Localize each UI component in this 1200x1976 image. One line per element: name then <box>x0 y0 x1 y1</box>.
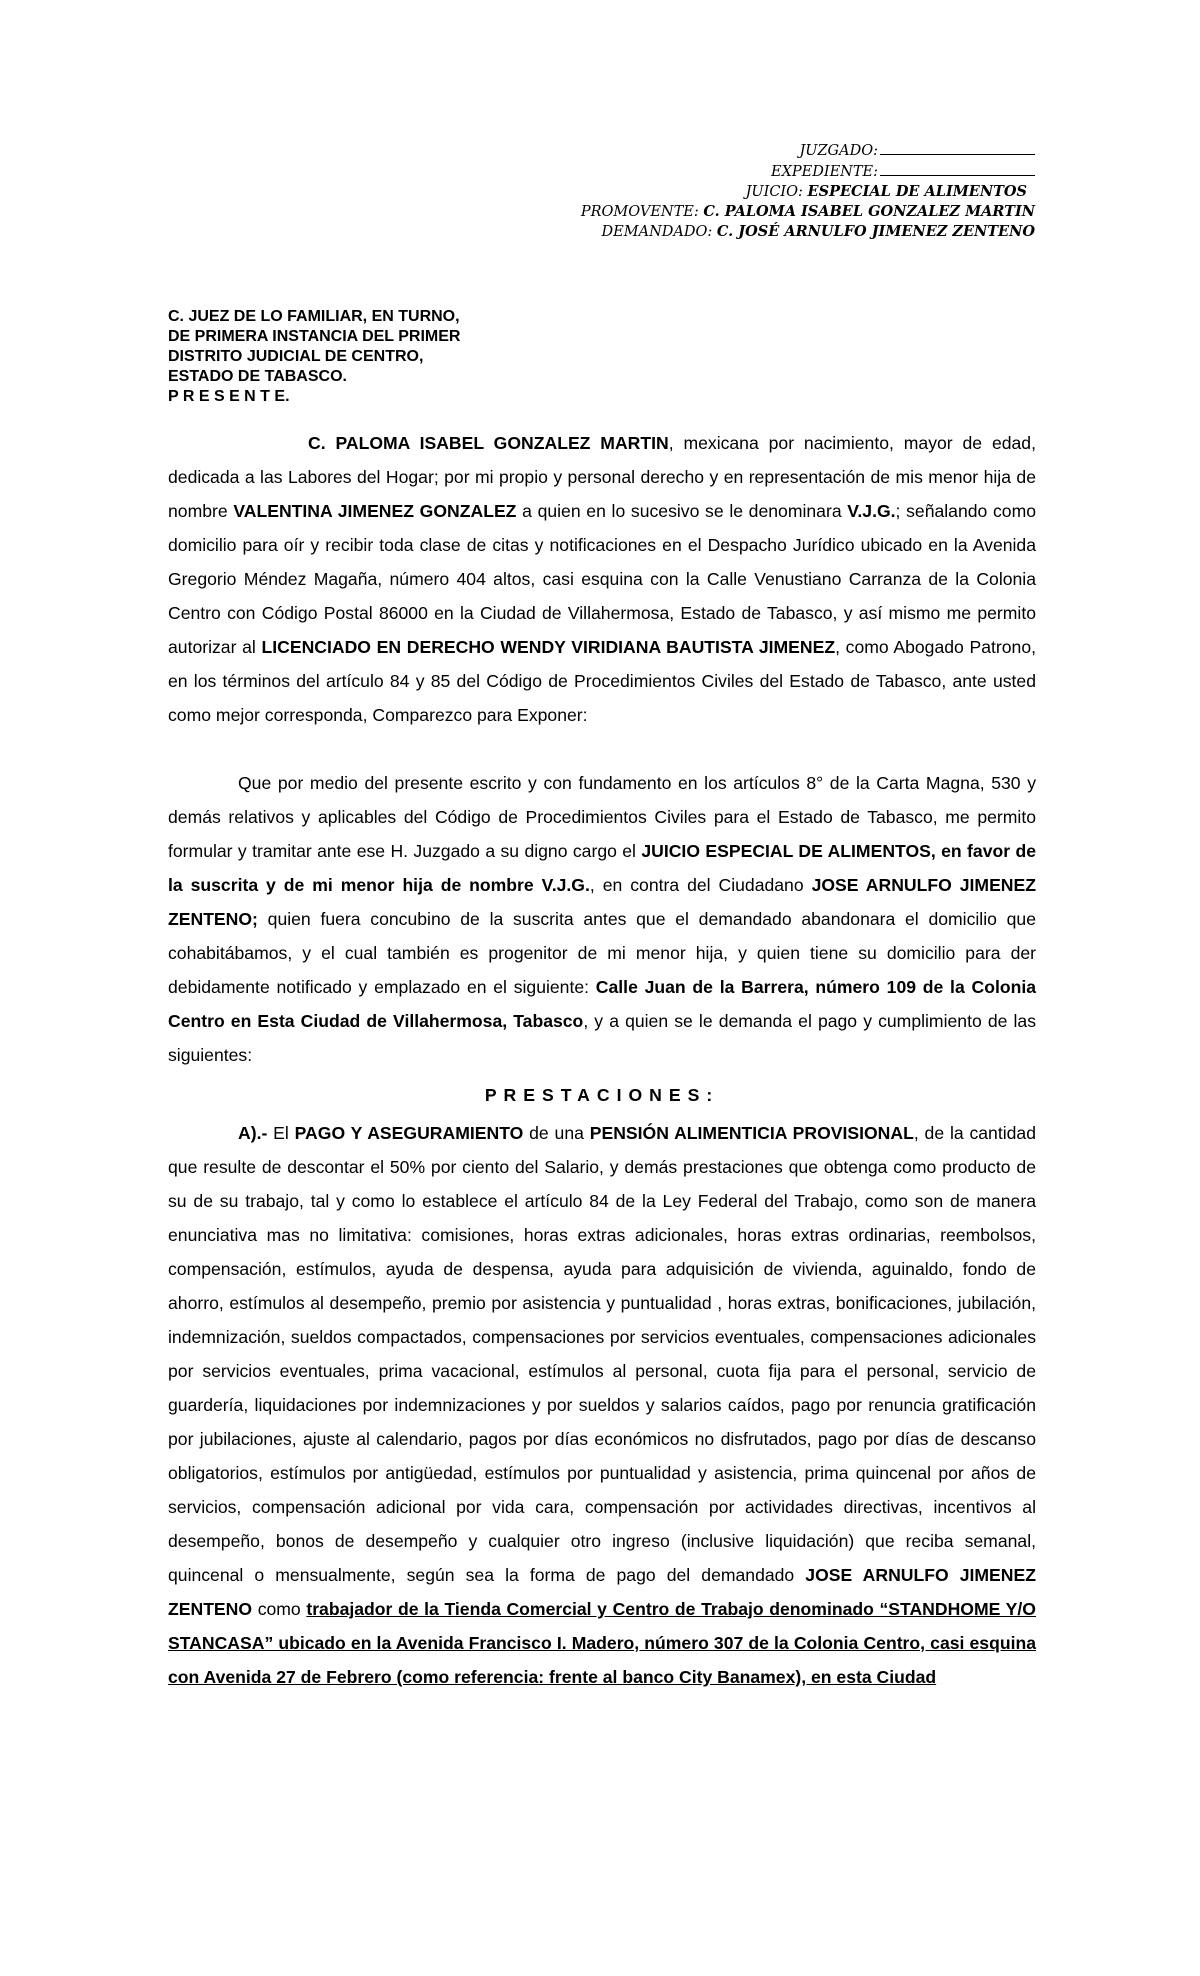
prestacion-a-text-2: de una <box>523 1123 590 1143</box>
juicio-line <box>435 182 1035 202</box>
intro-text-1: , mexicana por nacimiento, mayor de edad, dedicada a las Labores del Hogar; por mi propio y personal derecho y en representación de mis menor hija de nombre <box>168 433 1036 521</box>
intro-text-3: ; señalando como domicilio para oír y recibir toda clase de citas y notificaciones en el Despacho Jurídico ubicado en la Avenida Gregorio Méndez Magaña, número 404 altos, casi esquina con la Calle Venustiano Carranza de la Colonia Centro con Código Postal 86000 en la Ciudad de Villahermosa, Estado de Tabasco, y así mismo me permito autorizar al <box>168 501 1037 657</box>
juicio-label: JUICIO: <box>745 184 803 200</box>
claim-text-2: , en contra del Ciudadano <box>589 875 812 895</box>
addressee-line-3: DISTRITO JUDICIAL DE CENTRO, <box>168 348 424 365</box>
prestacion-a-text-1: El <box>267 1123 295 1143</box>
juzgado-label: JUZGADO: <box>799 143 878 159</box>
addressee-line-5: P R E S E N T E. <box>168 388 290 405</box>
juzgado-line <box>435 140 1035 161</box>
minor-name: VALENTINA JIMENEZ GONZALEZ <box>233 501 517 521</box>
claim-text-1: Que por medio del presente escrito y con fundamento en los artículos 8° de la Carta Magna, 530 y demás relativos y aplicables del Código de Procedimientos Civiles para el Estado de Tabasco, me permito formular y tramitar ante ese H. Juzgado a su digno cargo el <box>168 773 1036 861</box>
expediente-line <box>435 161 1035 182</box>
addressee-line-4: ESTADO DE TABASCO. <box>168 368 347 385</box>
juzgado-blank <box>880 140 1035 155</box>
prestacion-a-paragraph <box>168 1116 1036 1694</box>
prestacion-a-defendant: JOSE ARNULFO JIMENEZ ZENTENO <box>168 1565 1036 1619</box>
demandado-line <box>435 222 1035 242</box>
claim-text-4: , y a quien se le demanda el pago y cumplimiento de las siguientes: <box>168 1011 1036 1065</box>
prestacion-a-text-3: , de la cantidad que resulte de descontar el 50% por ciento del Salario, y demás prestaciones que obtenga como producto de su de su trabajo, tal y como lo establece el artículo 84 de la Ley Federal del Trabajo, como son de manera enunciativa mas no limitativa: comisiones, horas extras adicionales, horas extras ordinarias, reembolsos, compensación, estímulos, ayuda de despensa, ayuda para adquisición de vivienda, aguinaldo, fondo de ahorro, estímulos al desempeño, premio por asistencia y puntualidad , horas extras, bonificaciones, jubilación, indemnización, sueldos compactados, compensaciones por servicios eventuales, compensaciones adicionales por servicios eventuales, prima vacacional, estímulos al personal, cuota fija para el personal, servicio de guardería, liquidaciones por indemnizaciones y por sueldos y salarios caídos, pago por renuncia gratificación por jubilaciones, ajuste al calendario, pagos por días económicos no disfrutados, pago por días de descanso obligatorios, estímulos por antigüedad, estímulos por puntualidad y asistencia, prima quincenal por años de servicios, compensación adicional por vida cara, compensación por actividades directivas, incentivos al desempeño, bonos de desempeño y cualquier otro ingreso (inclusive liquidación) que reciba semanal, quincenal o mensualmente, según sea la forma de pago del demandado <box>168 1123 1036 1585</box>
claim-trial-type: JUICIO ESPECIAL DE ALIMENTOS, en favor de la suscrita y de mi menor hija de nombre V.J.G. <box>168 841 1036 895</box>
prestacion-a-workplace: trabajador de la Tienda Comercial y Centro de Trabajo denominado “STANDHOME Y/O STANCASA” ubicado en la Avenida Francisco I. Madero, número 307 de la Colonia Centro, casi esquina con Avenida 27 de Febrero (como referencia: frente al banco City Banamex), en esta Ciudad <box>168 1599 1036 1687</box>
intro-text-4: , como Abogado Patrono, en los términos del artículo 84 y 85 del Código de Procedimientos Civiles del Estado de Tabasco, ante usted como mejor corresponda, Comparezco para Exponer: <box>168 637 1036 725</box>
juicio-value: ESPECIAL DE ALIMENTOS <box>807 183 1027 200</box>
prestaciones-heading: PRESTACIONES: <box>484 1085 720 1105</box>
promovente-line <box>435 202 1035 222</box>
intro-text-2: a quien en lo sucesivo se le denominara <box>516 501 848 521</box>
demandado-label: DEMANDADO: <box>601 224 713 240</box>
paragraph-gap <box>168 732 1036 766</box>
expediente-blank <box>880 161 1035 176</box>
case-header <box>435 140 1035 242</box>
lawyer-name: LICENCIADO EN DERECHO WENDY VIRIDIANA BAUTISTA JIMENEZ <box>261 637 836 657</box>
defendant-name: JOSE ARNULFO JIMENEZ ZENTENO; <box>168 875 1036 929</box>
addressee-line-1: C. JUEZ DE LO FAMILIAR, EN TURNO, <box>168 308 460 325</box>
promovente-label: PROMOVENTE: <box>580 204 699 220</box>
prestacion-a-marker: A).- <box>238 1123 268 1143</box>
claim-paragraph <box>168 766 1036 1072</box>
defendant-address: Calle Juan de la Barrera, número 109 de la Colonia Centro en Esta Ciudad de Villahermosa, Tabasco <box>168 977 1036 1031</box>
minor-initials: V.J.G. <box>847 501 896 521</box>
intro-paragraph <box>168 426 1036 732</box>
claim-text-3: quien fuera concubino de la suscrita antes que el demandado abandonara el domicilio que cohabitábamos, y el cual también es progenitor de mi menor hija, y quien tiene su domicilio para der debidamente notificado y emplazado en el siguiente: <box>168 909 1036 997</box>
document-body <box>168 426 1036 1694</box>
prestacion-a-pago: PAGO Y ASEGURAMIENTO <box>294 1123 524 1143</box>
promovente-value: C. PALOMA ISABEL GONZALEZ MARTIN <box>703 203 1035 220</box>
addressee-block <box>168 307 768 407</box>
prestacion-a-pension: PENSIÓN ALIMENTICIA PROVISIONAL <box>589 1123 914 1143</box>
prestacion-a-text-4: como <box>252 1599 307 1619</box>
expediente-label: EXPEDIENTE: <box>770 164 878 180</box>
addressee-line-2: DE PRIMERA INSTANCIA DEL PRIMER <box>168 328 461 345</box>
promovente-name: C. PALOMA ISABEL GONZALEZ MARTIN <box>308 433 669 453</box>
demandado-value: C. JOSÉ ARNULFO JIMENEZ ZENTENO <box>716 223 1035 240</box>
